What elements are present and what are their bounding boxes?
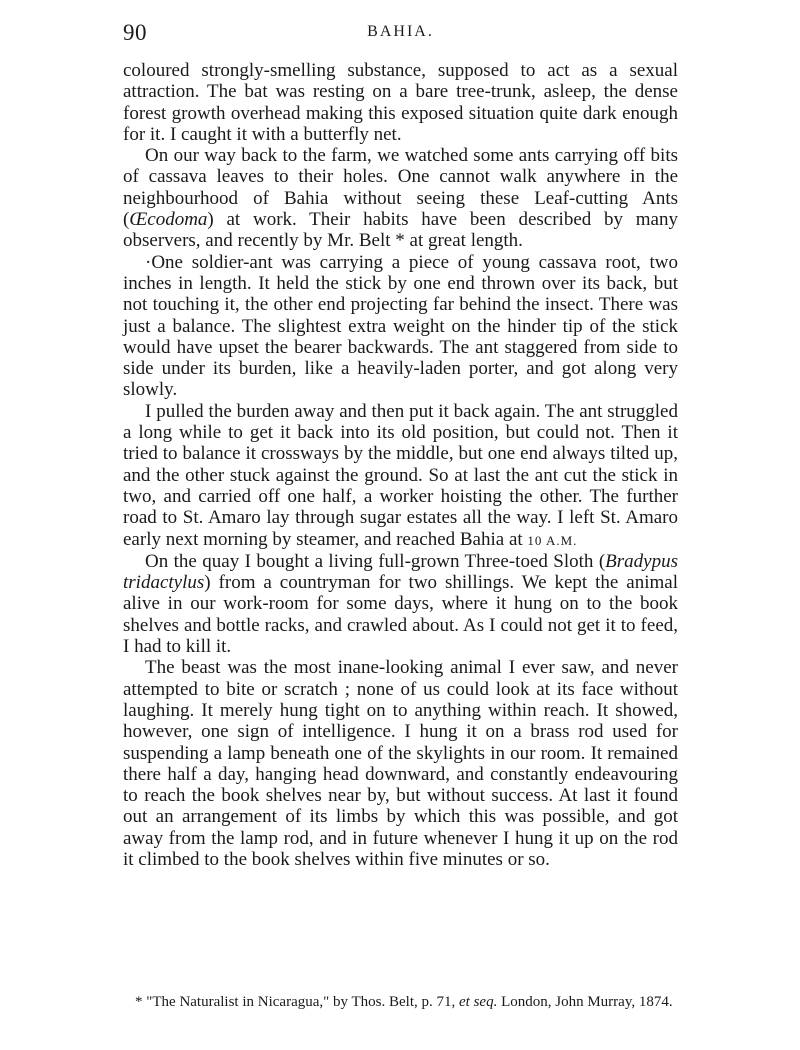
footnote-italic: et seq. — [459, 994, 498, 1010]
paragraph — [123, 252, 678, 401]
paragraph-text: ·One soldier-ant was carrying a piece of young cassava root, two inches in length. It held the stick by one end thrown over its back, but not touching it, the other end projecting far behind the insect. There was just a balance. The slightest extra weight on the hinder tip of the stick would have upset the bearer backwards. The ant staggered from side to side under its burden, like a heavily-laden porter, and got along very slowly. — [123, 251, 678, 401]
paragraph — [123, 401, 678, 551]
paragraph-text: I pulled the burden away and then put it back again. The ant struggled a long while to get it back into its old position, but could not. Then it tried to balance it crossways by the middle, but one end always tilted up, and the other stuck against the ground. So at last the ant cut the stick in two, and carried off one half, a worker hoisting the other. The further road to St. Amaro lay through sugar estates all the way. I left St. Amaro early next morning by steamer, and reached Bahia at — [123, 400, 678, 550]
paragraph — [123, 657, 678, 870]
paragraph — [123, 60, 678, 145]
time-text: 10 A.M. — [527, 532, 578, 548]
footnote-text — [123, 992, 678, 1012]
paragraph-text: ) from a countryman for two shillings. We kept the animal alive in our work-room for some days, where it hung on to the book shelves and bottle racks, and crawled about. As I could not get it to feed, I had to kill it. — [123, 572, 678, 658]
footnote — [123, 992, 678, 1012]
paragraph-text: On our way back to the farm, we watched some ants carrying off bits of cassava leaves to their holes. One cannot walk anywhere in the neighbourhood of Bahia without seeing these Leaf-cutting Ants ( — [123, 145, 678, 231]
species-name: Œcodoma — [129, 209, 208, 231]
paragraph-text: The beast was the most inane-looking animal I ever saw, and never attempted to bite or scratch ; none of us could look at its face without laughing. It merely hung tight on to anything within reach. It showed, however, one sign of intelligence. I hung it on a brass rod used for suspending a lamp beneath one of the skylights in our room. It remained there half a day, hanging head downward, and constantly endeavouring to reach the book shelves near by, but without success. At last it found out an arrangement of its limbs by which this was possible, and got away from the lamp rod, and in future whenever I hung it up on the rod it climbed to the book shelves within five minutes or so. — [123, 657, 678, 870]
page-header — [123, 20, 678, 48]
species-name: Bradypus tridactylus — [123, 550, 678, 594]
paragraph — [123, 145, 678, 251]
paragraph — [123, 551, 678, 657]
page-number: 90 — [123, 20, 147, 45]
paragraph-text: On the quay I bought a living full-grown Three-toed Sloth ( — [145, 550, 606, 572]
body-text — [123, 60, 678, 870]
footnote-publisher: London, John Murray, 1874. — [497, 994, 673, 1010]
paragraph-text: coloured strongly-smelling substance, supposed to act as a sexual attraction. The bat was resting on a bare tree-trunk, asleep, the dense forest growth overhead making this exposed situation quite dark enough for it. I caught it with a butterfly net. — [123, 60, 678, 145]
footnote-citation: * "The Naturalist in Nicaragua," by Thos. Belt, p. 71, — [135, 994, 459, 1010]
paragraph-text: ) at work. Their habits have been described by many observers, and recently by Mr. Belt * at great length. — [123, 209, 678, 252]
running-head: BAHIA. — [367, 23, 434, 40]
